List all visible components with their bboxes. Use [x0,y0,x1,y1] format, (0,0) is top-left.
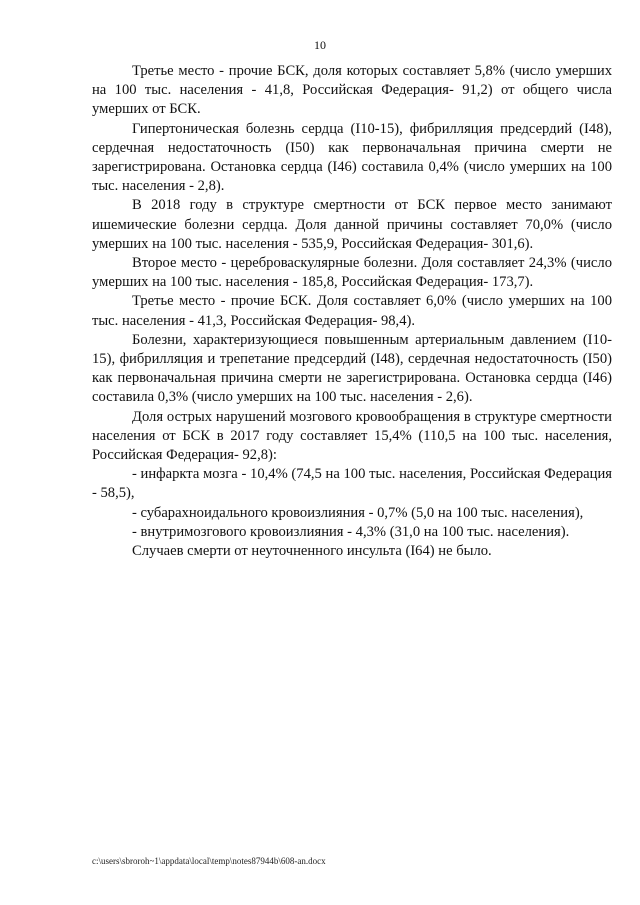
document-body [92,62,612,561]
page-number: 10 [314,38,326,52]
paragraph-cerebrovascular-2018: Второе место - цереброваскулярные болезни. Доля составляет 24,3% (число умерших на 100 тыс. населения - 185,8, Российская Федерация- 173,7). [92,255,612,291]
paragraph-stroke-share: Доля острых нарушений мозгового кровообращения в структуре смертности населения от БСК в 2017 году составляет 15,4% (110,5 на 100 тыс. населения, Российская Федерация- 92,8): [92,408,612,464]
paragraph-other-bsk-2017: Третье место - прочие БСК, доля которых составляет 5,8% (число умерших на 100 тыс. населения - 41,8, Российская Федерация- 91,2) от общего числа умерших от БСК. [92,63,612,118]
list-item-subarachnoid: - субарахноидального кровоизлияния - 0,7% (5,0 на 100 тыс. населения), [132,504,584,521]
footer-file-path: c:\users\sbroroh~1\appdata\local\temp\notes87944b\608-an.docx [92,856,326,866]
paragraph-hypertension-2018: Болезни, характеризующиеся повышенным артериальным давлением (I10-15), фибрилляция и трепетание предсердий (I48), сердечная недостаточность (I50) как первоначальная причина смерти не зарегистрирована. Остановка сердца (I46) составила 0,3% (число умерших на 100 тыс. населения - 2,6). [92,331,612,406]
paragraph-hypertension-2017: Гипертоническая болезнь сердца (I10-15), фибрилляция предсердий (I48), сердечная недостаточность (I50) как первоначальная причина смерти не зарегистрирована. Остановка сердца (I46) составила 0,4% (число умерших на 100 тыс. населения - 2,8). [92,120,612,195]
paragraph-other-bsk-2018: Третье место - прочие БСК. Доля составляет 6,0% (число умерших на 100 тыс. населения - 41,3, Российская Федерация- 98,4). [92,293,612,329]
paragraph-unspecified-stroke: Случаев смерти от неуточненного инсульта (I64) не было. [132,543,492,560]
list-item-brain-infarction: - инфаркта мозга - 10,4% (74,5 на 100 тыс. населения, Российская Федерация - 58,5), [92,466,612,502]
paragraph-ischemic-2018: В 2018 году в структуре смертности от БСК первое место занимают ишемические болезни сердца. Доля данной причины составляет 70,0% (число умерших на 100 тыс. населения - 535,9, Российская Федерация- 301,6). [92,197,612,252]
list-item-intracerebral: - внутримозгового кровоизлияния - 4,3% (31,0 на 100 тыс. населения). [132,523,570,540]
